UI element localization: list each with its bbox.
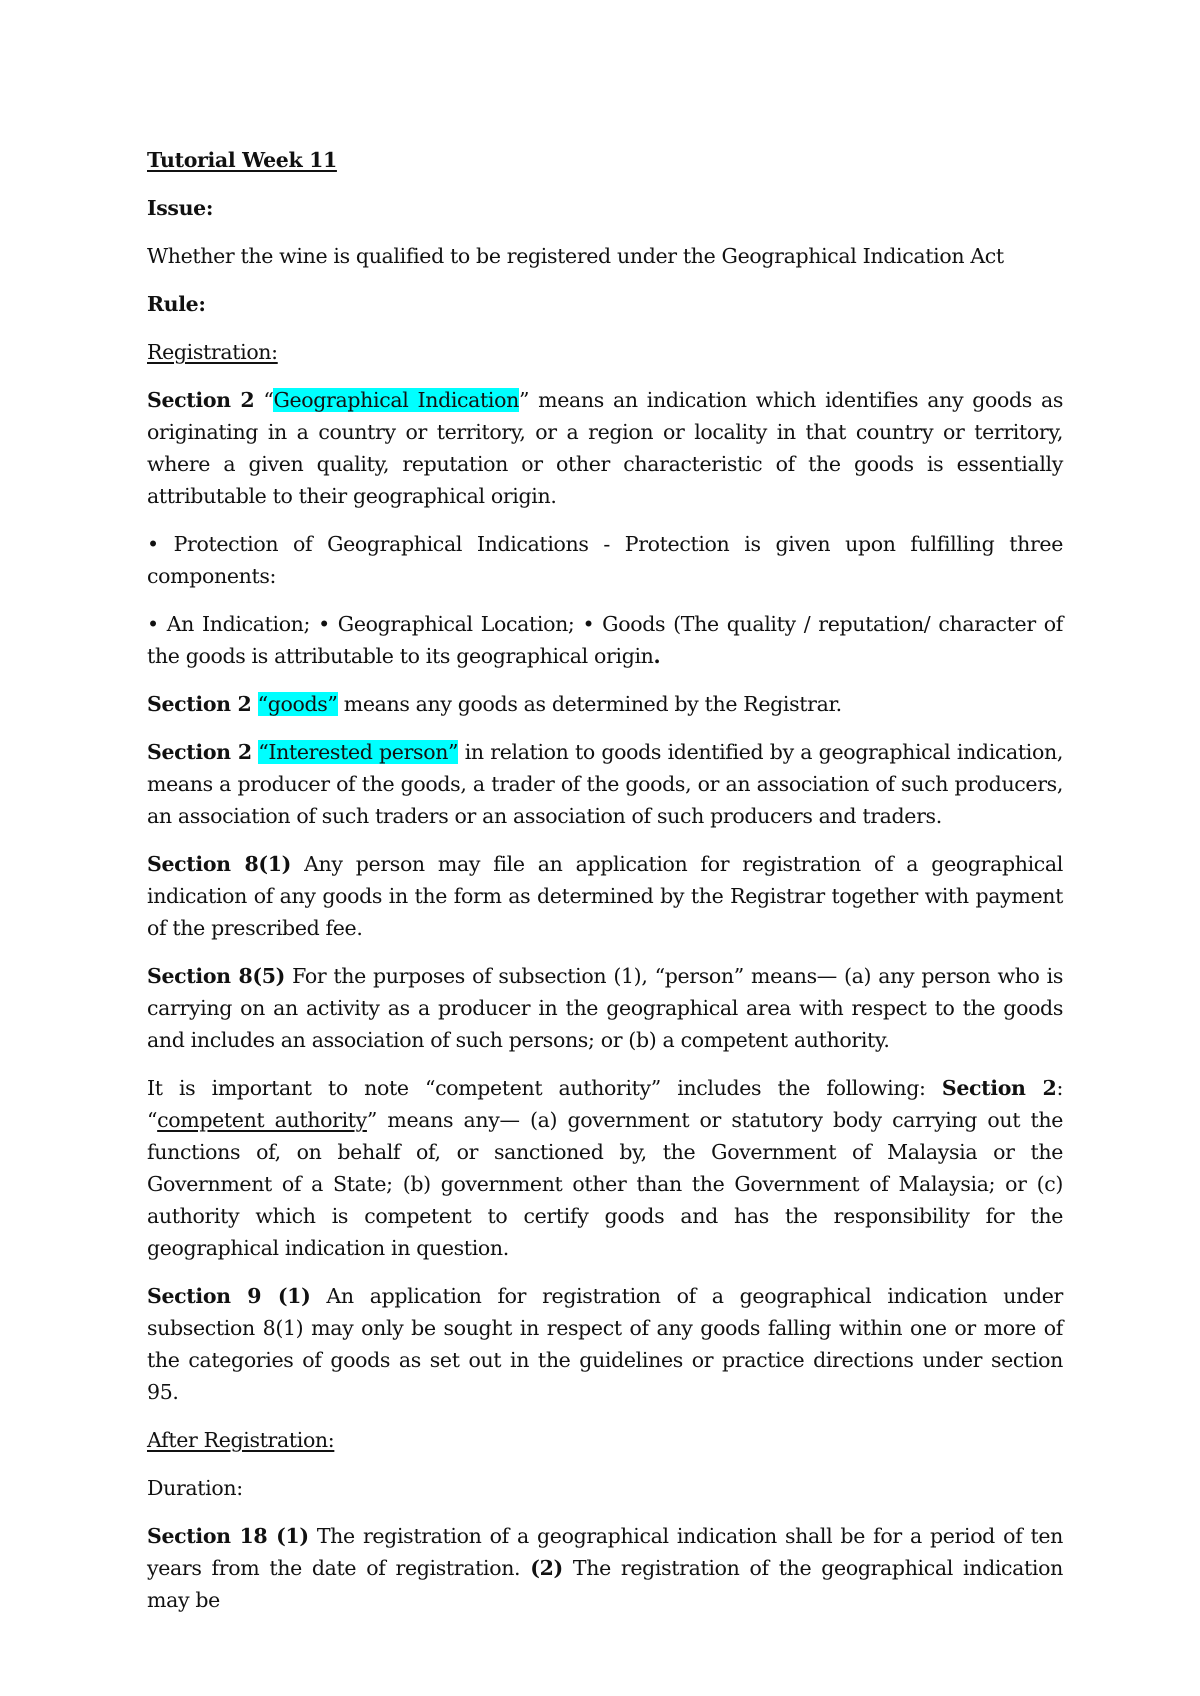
section-label: Section 9 (1) bbox=[147, 1284, 311, 1308]
section-text: For the purposes of subsection (1), “person” means— (a) any person who is carrying on an activity as a producer in the geographical area with respect to the goods and includes an association of such persons; or (b) a competent authority. bbox=[147, 964, 1063, 1052]
section-8-5 bbox=[147, 960, 1063, 1056]
section-2-geographical-indication bbox=[147, 384, 1063, 512]
highlighted-term: “Interested person” bbox=[258, 740, 459, 764]
issue-heading: Issue: bbox=[147, 196, 214, 220]
section-label: Section 2 bbox=[147, 740, 252, 764]
duration-heading: Duration: bbox=[147, 1476, 243, 1500]
competent-authority-note bbox=[147, 1072, 1063, 1264]
section-label: Section 2 bbox=[147, 388, 255, 412]
document-title bbox=[147, 144, 1063, 176]
registration-heading-text: Registration: bbox=[147, 340, 278, 364]
section-text: Any person may file an application for registration of a geographical indication of any goods in the form as determined by the Registrar together with payment of the prescribed fee. bbox=[147, 852, 1063, 940]
section-text: ” means an indication which identifies any goods as originating in a country or territory, or a region or locality in that country or territory, where a given quality, reputation or other characteristic of the goods is essentially attributable to their geographical origin. bbox=[147, 388, 1064, 508]
components-end: . bbox=[653, 644, 661, 668]
section-18 bbox=[147, 1520, 1063, 1616]
document-body bbox=[147, 144, 1063, 1632]
section-text: means any goods as determined by the Registrar. bbox=[337, 692, 842, 716]
section-text: ” means any— (a) government or statutory body carrying out the functions of, on behalf of, or sanctioned by, the Government of Malaysia or the Government of a State; (b) government other than the Government of Malaysia; or (c) authority which is competent to certify goods and has the responsibility for the geographical indication in question. bbox=[147, 1108, 1064, 1260]
section-8-1 bbox=[147, 848, 1063, 944]
registration-heading bbox=[147, 336, 1063, 368]
underlined-term: competent authority bbox=[157, 1108, 367, 1132]
section-text: The registration of a geographical indication shall be for a period of ten years from the date of registration. bbox=[147, 1524, 1064, 1580]
note-intro: It is important to note “competent authority” includes the following: bbox=[147, 1076, 942, 1100]
section-2-goods bbox=[147, 688, 1063, 720]
section-9-1 bbox=[147, 1280, 1063, 1408]
issue-text: Whether the wine is qualified to be registered under the Geographical Indication Act bbox=[147, 244, 1004, 268]
section-label: Section 8(1) bbox=[147, 852, 291, 876]
section-label: Section 18 (1) bbox=[147, 1524, 309, 1548]
after-registration-heading-text: After Registration: bbox=[147, 1428, 335, 1452]
section-label: Section 8(5) bbox=[147, 964, 285, 988]
section-label: Section 2 bbox=[147, 692, 252, 716]
highlighted-term: Geographical Indication bbox=[273, 388, 519, 412]
subsection-label: (2) bbox=[530, 1556, 563, 1580]
after-registration-heading bbox=[147, 1424, 1063, 1456]
components-bullets bbox=[147, 608, 1063, 672]
components-text: • An Indication; • Geographical Location; • Goods (The quality / reputation/ character of the goods is attributable to its geographical origin bbox=[147, 612, 1063, 668]
quote-open: “ bbox=[254, 388, 274, 412]
section-label: Section 2 bbox=[941, 1076, 1057, 1100]
section-text: in relation to goods identified by a geographical indication, means a producer of the goods, a trader of the goods, or an association of such producers, an association of such traders or an association of such producers and traders. bbox=[147, 740, 1064, 828]
section-text-continued: The registration of the geographical indication may be bbox=[147, 1556, 1063, 1612]
rule-heading: Rule: bbox=[147, 292, 206, 316]
section-text: An application for registration of a geographical indication under subsection 8(1) may only be sought in respect of any goods falling within one or more of the categories of goods as set out in the guidelines or practice directions under section 95. bbox=[147, 1284, 1063, 1404]
title-text: Tutorial Week 11 bbox=[147, 148, 337, 172]
protection-bullet: • Protection of Geographical Indications - Protection is given upon fulfilling three components: bbox=[147, 532, 1063, 588]
note-colon: : “ bbox=[147, 1076, 1063, 1132]
section-2-interested-person bbox=[147, 736, 1063, 832]
highlighted-term: “goods” bbox=[257, 692, 338, 716]
